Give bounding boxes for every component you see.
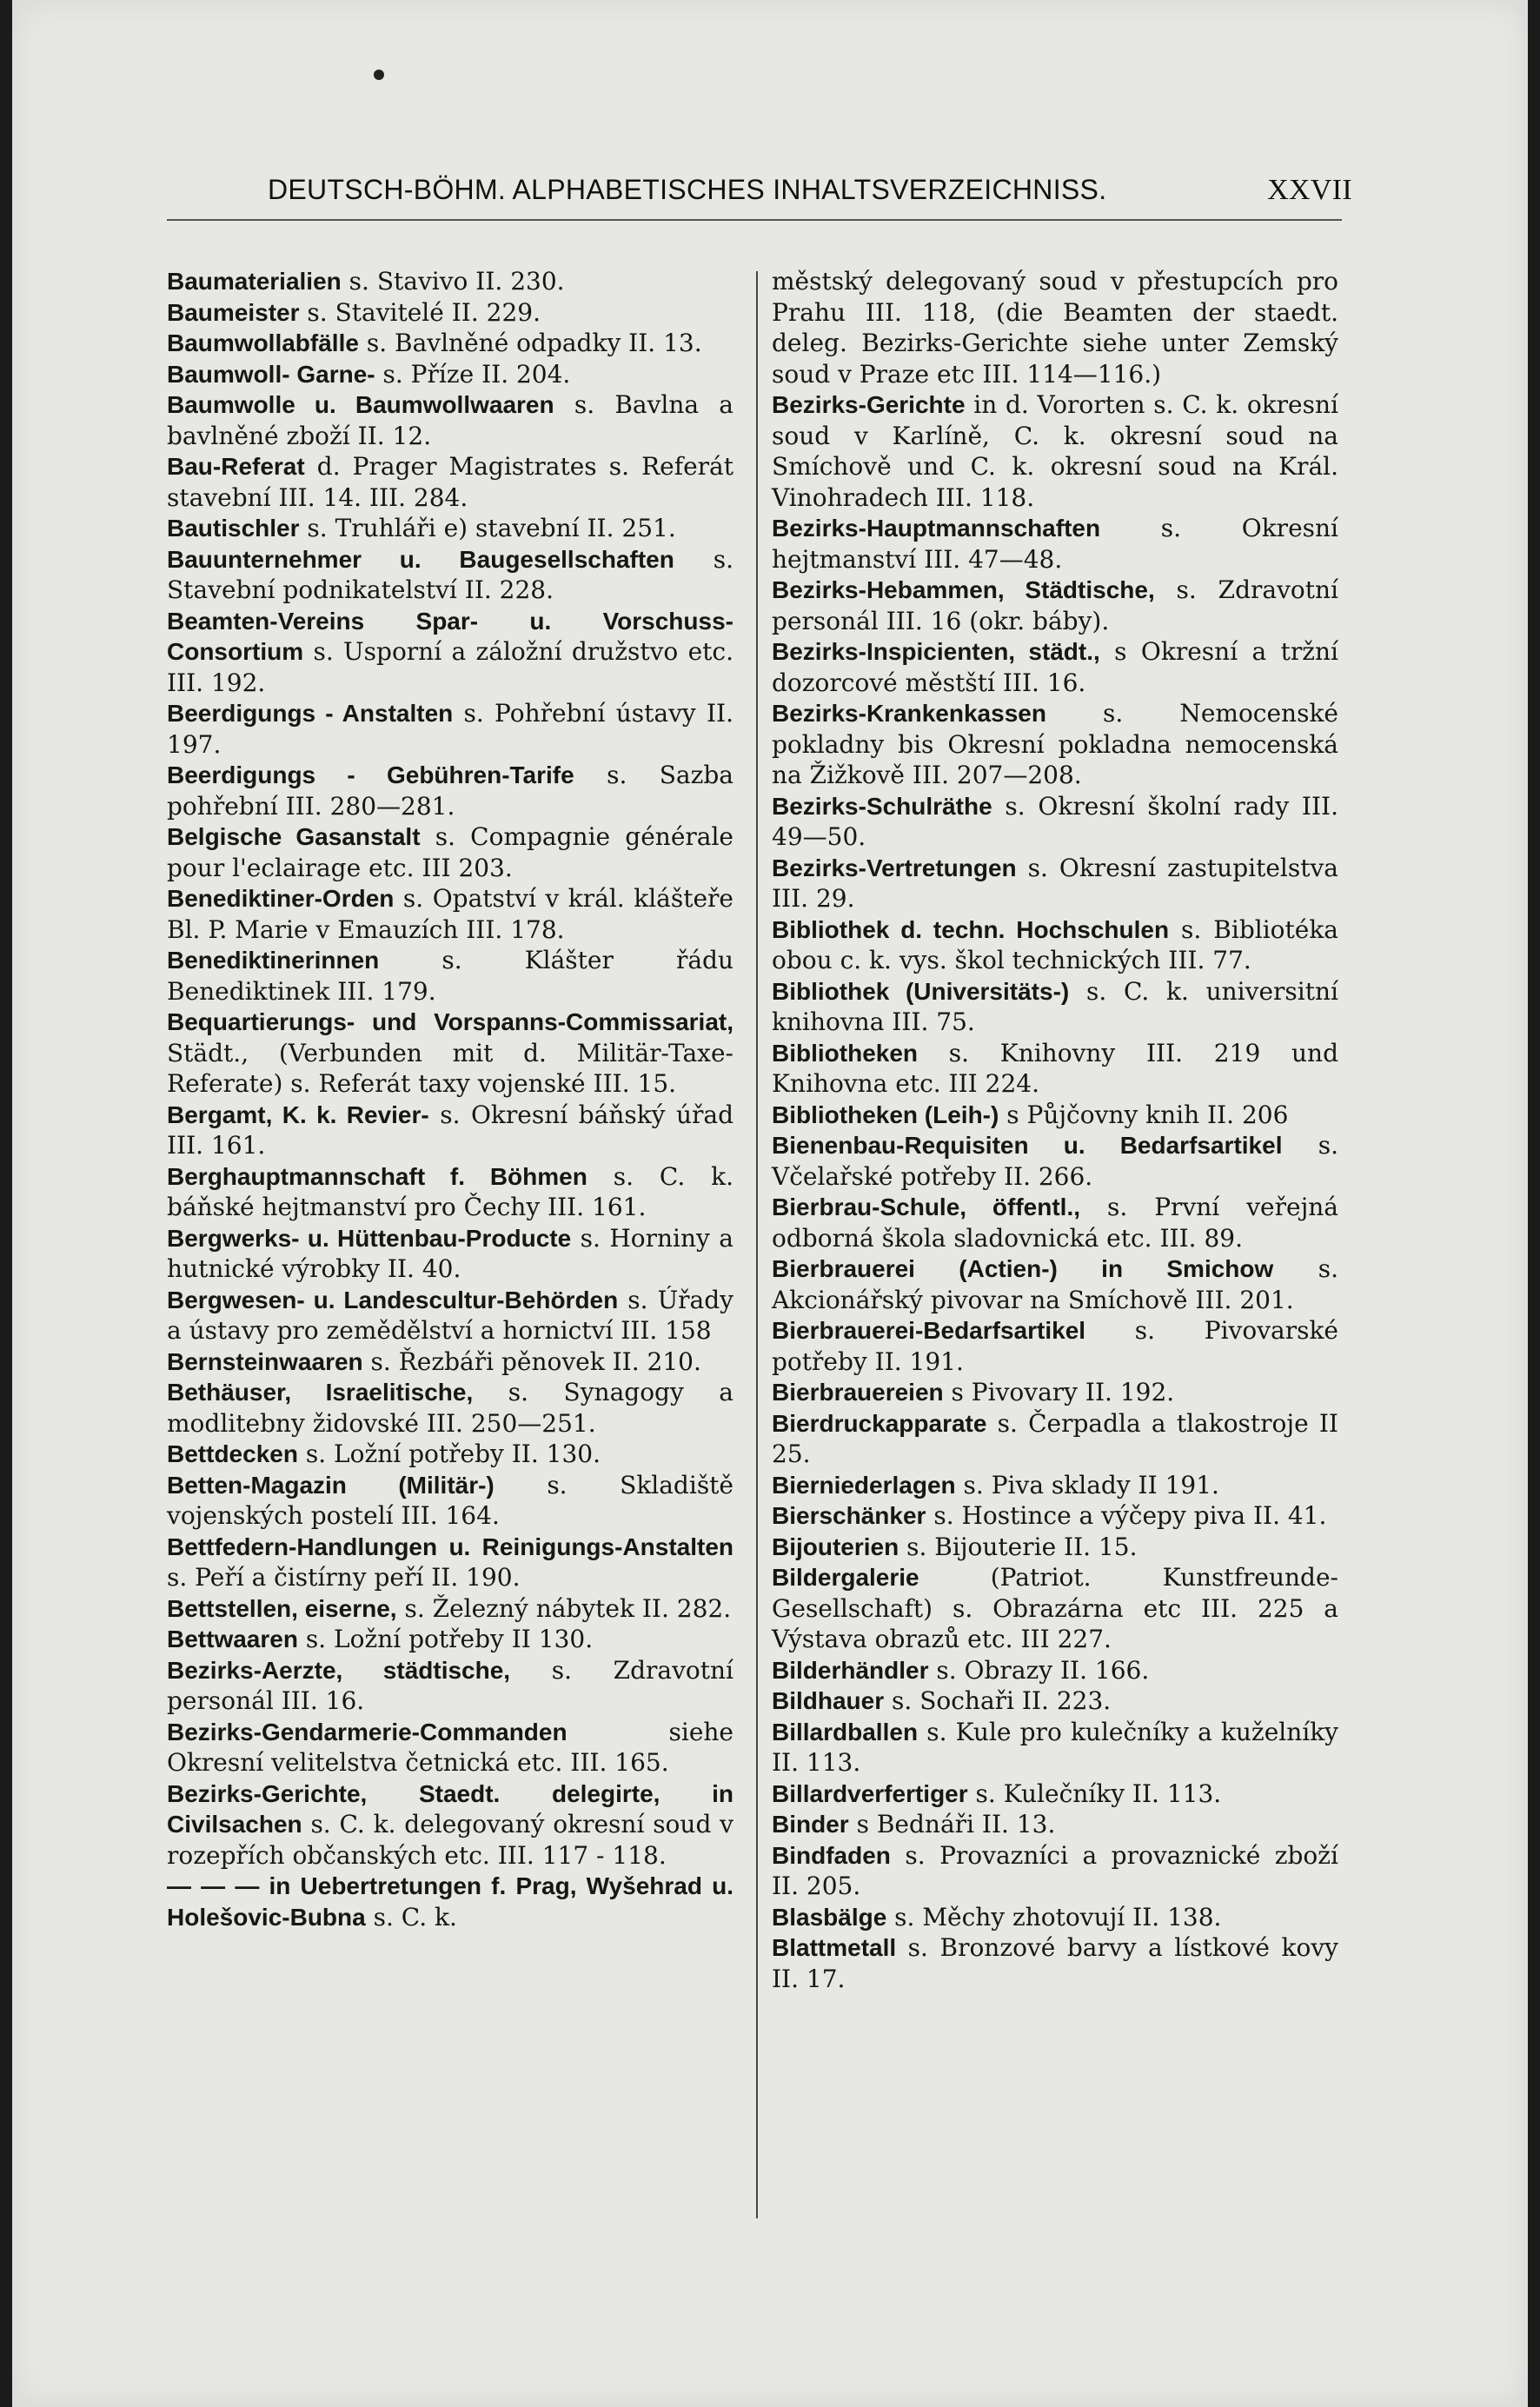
entry-keyword: Bezirks-Gendarmerie-Commanden xyxy=(167,1718,568,1745)
entry-text: siehe Okresní velitelstva četnická etc. III. 165. xyxy=(167,1717,733,1777)
entry-keyword: Bautischler xyxy=(167,515,300,542)
index-entry xyxy=(167,359,733,390)
index-entry xyxy=(167,389,733,451)
index-entry xyxy=(772,1717,1338,1779)
index-entry xyxy=(772,1038,1338,1100)
entry-keyword: Bienenbau-Requisiten u. Bedarfsartikel xyxy=(772,1132,1283,1159)
entry-keyword: Bibliothek d. techn. Hochschulen xyxy=(772,915,1170,943)
entry-keyword: Bierbrauereien xyxy=(772,1379,944,1406)
entry-text: s. Skladiště vojenských postelí III. 164. xyxy=(167,1470,734,1530)
index-entry xyxy=(167,606,733,699)
entry-keyword: Bildhauer xyxy=(772,1687,885,1714)
entry-keyword: Bierbrauerei-Bedarfsartikel xyxy=(772,1317,1086,1344)
entry-keyword: Bibliothek (Universitäts-) xyxy=(772,977,1070,1005)
entry-text: s. Stavivo II. 230. xyxy=(341,267,565,296)
index-entry xyxy=(167,328,733,359)
entry-keyword: Bierniederlagen xyxy=(772,1471,956,1499)
entry-keyword: Bezirks-Inspicienten, städt., xyxy=(772,638,1100,665)
entry-keyword: Bau-Referat xyxy=(167,453,305,480)
running-header xyxy=(268,174,1352,207)
index-entry xyxy=(772,1932,1338,1994)
index-entry xyxy=(772,976,1338,1038)
index-entry xyxy=(167,698,733,760)
index-entry xyxy=(167,1100,733,1161)
entry-text: s Pivovary II. 192. xyxy=(943,1378,1175,1406)
entry-text: s. Compagnie générale pour l'eclairage etc. III 203. xyxy=(167,822,733,882)
index-entry xyxy=(167,1007,733,1100)
index-entry xyxy=(772,1130,1338,1192)
entry-keyword: Bequartierungs- und Vorspanns-Commissariat, xyxy=(167,1008,733,1035)
entry-keyword: Beerdigungs - Anstalten xyxy=(167,700,454,727)
entry-text: s. Nemocenské pokladny bis Okresní pokladna nemocenská na Žižkově III. 207—208. xyxy=(772,699,1338,789)
entry-text: s. Okresní hejtmanství III. 47—48. xyxy=(772,514,1338,574)
entry-text: s Okresní a tržní dozorcové městští III. 16. xyxy=(772,637,1338,697)
ink-spot xyxy=(374,70,384,80)
index-entry xyxy=(167,451,733,513)
index-entry xyxy=(772,1532,1338,1563)
entry-text: s. Úřady a ústavy pro zemědělství a hornictví III. 158 xyxy=(167,1285,733,1345)
entry-text: s. Akcionářský pivovar na Smíchově III. 201. xyxy=(772,1254,1338,1314)
entry-keyword: Belgische Gasanstalt xyxy=(167,823,421,850)
index-entry xyxy=(772,1100,1338,1131)
entry-keyword: Baumeister xyxy=(167,298,300,326)
entry-text: s. Železný nábytek II. 282. xyxy=(396,1593,732,1623)
entry-text: in d. Vororten s. C. k. okresní soud v Karlíně, C. k. okresní soud na Smíchově und C. k. okresní soud na Král. Vinohradech III. 118. xyxy=(772,390,1338,512)
entry-text: s. Bronzové barvy a lístkové kovy II. 17. xyxy=(772,1933,1338,1993)
entry-keyword: Baumwoll- Garne- xyxy=(167,360,375,388)
entry-text: s. Zdravotní personál III. 16. xyxy=(167,1655,733,1715)
index-entry xyxy=(167,266,733,297)
entry-text: s. Zdravotní personál III. 16 (okr. báby). xyxy=(772,575,1339,635)
entry-keyword: Betten-Magazin (Militär-) xyxy=(167,1471,495,1499)
index-entry xyxy=(167,1624,733,1655)
entry-keyword: Bernsteinwaaren xyxy=(167,1347,363,1375)
index-entry xyxy=(772,791,1338,853)
entry-keyword: Bilderhändler xyxy=(772,1656,929,1684)
entry-keyword: Bezirks-Vertretungen xyxy=(772,854,1017,881)
index-entry xyxy=(772,1377,1338,1408)
entry-text: s Bednáři II. 13. xyxy=(848,1810,1056,1838)
index-entry xyxy=(772,853,1338,914)
entry-text: s. Sazba pohřební III. 280—281. xyxy=(167,761,733,821)
left-column xyxy=(167,266,733,1932)
entry-text: s. Provazníci a provaznické zboží II. 205. xyxy=(772,1840,1338,1900)
entry-keyword: Bergwesen- u. Landescultur-Behörden xyxy=(167,1286,619,1313)
header-title: DEUTSCH-BÖHM. ALPHABETISCHES INHALTSVERZEICHNISS. xyxy=(268,174,1107,205)
entry-text: s. Čerpadla a tlakostroje II 25. xyxy=(772,1408,1338,1468)
entry-text: s. Okresní zastupitelstva III. 29. xyxy=(772,853,1338,913)
entry-text: s. C. k. báňské hejtmanství pro Čechy III. 161. xyxy=(167,1161,734,1221)
index-entry xyxy=(772,1408,1338,1470)
entry-text: s. Pohřební ústavy II. 197. xyxy=(167,699,733,759)
index-entry xyxy=(167,297,733,329)
entry-text: s. Klášter řádu Benediktinek III. 179. xyxy=(167,946,733,1006)
entry-text: s. Bavlna a bavlněné zboží II. 12. xyxy=(167,390,734,450)
index-entry xyxy=(772,266,1338,389)
entry-text: Städt., (Verbunden mit d. Militär-Taxe-Referate) s. Referát taxy vojenské III. 15. xyxy=(167,1038,733,1098)
index-entry xyxy=(167,1779,733,1872)
entry-text: s. Bibliotéka obou c. k. vys. škol technických III. 77. xyxy=(772,914,1338,974)
index-entry xyxy=(167,1377,733,1439)
index-entry xyxy=(167,1470,733,1532)
entry-text: s. První veřejná odborná škola sladovnická etc. III. 89. xyxy=(772,1193,1338,1253)
entry-keyword: Billardverfertiger xyxy=(772,1779,968,1807)
entry-keyword: Bezirks-Hauptmannschaften xyxy=(772,515,1101,542)
index-entry xyxy=(772,914,1338,976)
index-entry xyxy=(167,513,733,544)
entry-keyword: Bibliotheken xyxy=(772,1039,919,1067)
entry-keyword: Billardballen xyxy=(772,1718,919,1745)
index-entry xyxy=(772,513,1338,575)
entry-keyword: Beerdigungs - Gebühren-Tarife xyxy=(167,761,574,788)
entry-text: s. Usporní a záložní družstvo etc. III. 192. xyxy=(167,637,733,697)
index-entry xyxy=(772,1315,1338,1377)
index-entry xyxy=(772,1840,1338,1902)
entry-text: s. Opatství v král. klášteře Bl. P. Marie v Emauzích III. 178. xyxy=(167,884,733,944)
entry-keyword: Bezirks-Gerichte, Staedt. delegirte, in Civilsachen xyxy=(167,1779,733,1838)
entry-keyword: Baumwollabfälle xyxy=(167,329,359,356)
index-entry xyxy=(167,1223,733,1285)
entry-text: s. Knihovny III. 219 und Knihovna etc. III 224. xyxy=(772,1038,1338,1098)
index-entry xyxy=(167,1655,733,1717)
index-entry xyxy=(167,1593,733,1625)
entry-text: s. Kule pro kulečníky a kuželníky II. 113. xyxy=(772,1717,1338,1777)
entry-text: d. Prager Magistrates s. Referát stavební III. 14. III. 284. xyxy=(167,452,733,512)
entry-text: s. Ložní potřeby II. 130. xyxy=(297,1440,601,1468)
entry-keyword: Bierbrau-Schule, öffentl., xyxy=(772,1194,1080,1220)
entry-keyword: Bethäuser, Israelitische, xyxy=(167,1379,474,1406)
entry-keyword: Bauunternehmer u. Baugesellschaften xyxy=(167,545,674,573)
index-entry xyxy=(167,883,733,945)
entry-keyword: Bergamt, K. k. Revier- xyxy=(167,1100,429,1128)
entry-text: s. Včelařské potřeby II. 266. xyxy=(772,1131,1338,1191)
entry-text: s. Pivovarské potřeby II. 191. xyxy=(772,1316,1338,1376)
entry-text: s. Truhláři e) stavební II. 251. xyxy=(299,514,676,542)
entry-text: s. Ložní potřeby II 130. xyxy=(297,1625,594,1653)
entry-text: s. Hostince a výčepy piva II. 41. xyxy=(926,1501,1327,1530)
entry-text: s. C. k. xyxy=(365,1902,457,1932)
index-entry xyxy=(167,760,733,821)
right-column xyxy=(772,266,1338,1994)
index-entry xyxy=(167,945,733,1007)
entry-text: s Půjčovny knih II. 206 xyxy=(999,1100,1289,1129)
entry-text: s. Obrazy II. 166. xyxy=(928,1655,1150,1685)
entry-keyword: Bezirks-Hebammen, Städtische, xyxy=(772,576,1155,603)
entry-text: městský delegovaný soud v přestupcích pro Prahu III. 118, (die Beamten der staedt. deleg. Bezirks-Gerichte siehe unter Zemský soud v Praze etc III. 114—116.) xyxy=(772,267,1338,389)
entry-text: s. Stavební podnikatelství II. 228. xyxy=(167,544,734,604)
entry-text: s. Okresní školní rady III. 49—50. xyxy=(772,791,1338,851)
index-entry xyxy=(772,1500,1338,1532)
entry-keyword: Bildergalerie xyxy=(772,1564,919,1591)
header-rule xyxy=(167,219,1342,221)
index-entry xyxy=(167,1346,733,1378)
index-entry xyxy=(772,389,1338,513)
index-entry xyxy=(167,1532,733,1593)
entry-keyword: Bettwaaren xyxy=(167,1626,298,1652)
entry-text: s. C. k. delegovaný okresní soud v rozepřích občanských etc. III. 117 - 118. xyxy=(167,1810,733,1870)
entry-keyword: Baumwolle u. Baumwollwaaren xyxy=(167,391,554,418)
entry-text: s. Bavlněné odpadky II. 13. xyxy=(358,329,702,357)
entry-keyword: Bettdecken xyxy=(167,1440,298,1467)
entry-keyword: Bergwerks- u. Hüttenbau-Producte xyxy=(167,1224,572,1252)
index-entry xyxy=(772,636,1338,698)
entry-keyword: Bezirks-Gerichte xyxy=(772,391,966,418)
entry-keyword: Bierdruckapparate xyxy=(772,1409,987,1437)
entry-text: s. Piva sklady II 191. xyxy=(955,1470,1219,1499)
entry-text: s. Sochaři II. 223. xyxy=(884,1686,1112,1715)
entry-keyword: Binder xyxy=(772,1811,849,1838)
index-entry xyxy=(167,1717,733,1779)
entry-keyword: Berghauptmannschaft f. Böhmen xyxy=(167,1162,587,1190)
entry-text: s. Příze II. 204. xyxy=(375,359,571,389)
index-entry xyxy=(772,1809,1338,1840)
entry-keyword: Blattmetall xyxy=(772,1934,897,1961)
entry-keyword: Bezirks-Krankenkassen xyxy=(772,700,1046,727)
index-entry xyxy=(167,544,733,606)
entry-text: s. Řezbáři pěnovek II. 210. xyxy=(362,1346,701,1376)
index-entry xyxy=(167,1285,733,1346)
entry-keyword: Blasbälge xyxy=(772,1903,887,1931)
entry-keyword: Benediktinerinnen xyxy=(167,947,380,974)
entry-keyword: Bierschänker xyxy=(772,1502,926,1529)
index-entry xyxy=(167,1439,733,1470)
entry-text: (Patriot. Kunstfreunde-Gesellschaft) s. Obrazárna etc III. 225 a Výstava obrazů etc. III 227. xyxy=(772,1563,1338,1653)
index-entry xyxy=(772,1655,1338,1686)
index-entry xyxy=(772,1470,1338,1501)
entry-text: s. Bijouterie II. 15. xyxy=(899,1532,1138,1561)
entry-text: s. Horniny a hutnické výrobky II. 40. xyxy=(167,1223,733,1283)
index-entry xyxy=(167,1161,733,1223)
index-entry xyxy=(167,1871,733,1932)
entry-text: s. Kulečníky II. 113. xyxy=(967,1779,1222,1808)
entry-text: s. Peří a čistírny peří II. 190. xyxy=(167,1563,521,1592)
entry-text: s. Okresní báňský úřad III. 161. xyxy=(167,1100,733,1160)
entry-keyword: Bezirks-Schulräthe xyxy=(772,792,992,820)
entry-keyword: Bettfedern-Handlungen u. Reinigungs-Anstalten xyxy=(167,1533,733,1560)
entry-keyword: Bindfaden xyxy=(772,1841,891,1869)
index-entry xyxy=(167,821,733,883)
index-entry xyxy=(772,1562,1338,1655)
entry-keyword: Beamten-Vereins Spar- u. Vorschuss-Consortium xyxy=(167,607,733,665)
index-entry xyxy=(772,575,1338,636)
entry-keyword: — — — in Uebertretungen f. Prag, Wyšehrad u. Holešovic-Bubna xyxy=(167,1872,733,1931)
entry-text: s. Měchy zhotovují II. 138. xyxy=(886,1902,1222,1932)
entry-keyword: Bierbrauerei (Actien-) in Smichow xyxy=(772,1255,1274,1282)
entry-text: s. Synagogy a modlitebny židovské III. 250—251. xyxy=(167,1378,733,1438)
index-entry xyxy=(772,1192,1338,1253)
entry-text: s. Stavitelé II. 229. xyxy=(299,297,541,327)
column-divider xyxy=(756,271,758,2218)
entry-keyword: Baumaterialien xyxy=(167,268,342,295)
entry-keyword: Benediktiner-Orden xyxy=(167,885,395,912)
page-number: XXVII xyxy=(1267,174,1352,206)
entry-text: s. C. k. universitní knihovna III. 75. xyxy=(772,976,1338,1036)
index-entry xyxy=(772,698,1338,791)
index-entry xyxy=(772,1253,1338,1315)
index-entry xyxy=(772,1779,1338,1810)
entry-keyword: Bettstellen, eiserne, xyxy=(167,1594,397,1622)
entry-keyword: Bezirks-Aerzte, städtische, xyxy=(167,1656,511,1684)
entry-keyword: Bibliotheken (Leih-) xyxy=(772,1100,999,1128)
index-entry xyxy=(772,1686,1338,1717)
index-entry xyxy=(772,1902,1338,1933)
entry-keyword: Bijouterien xyxy=(772,1533,899,1560)
